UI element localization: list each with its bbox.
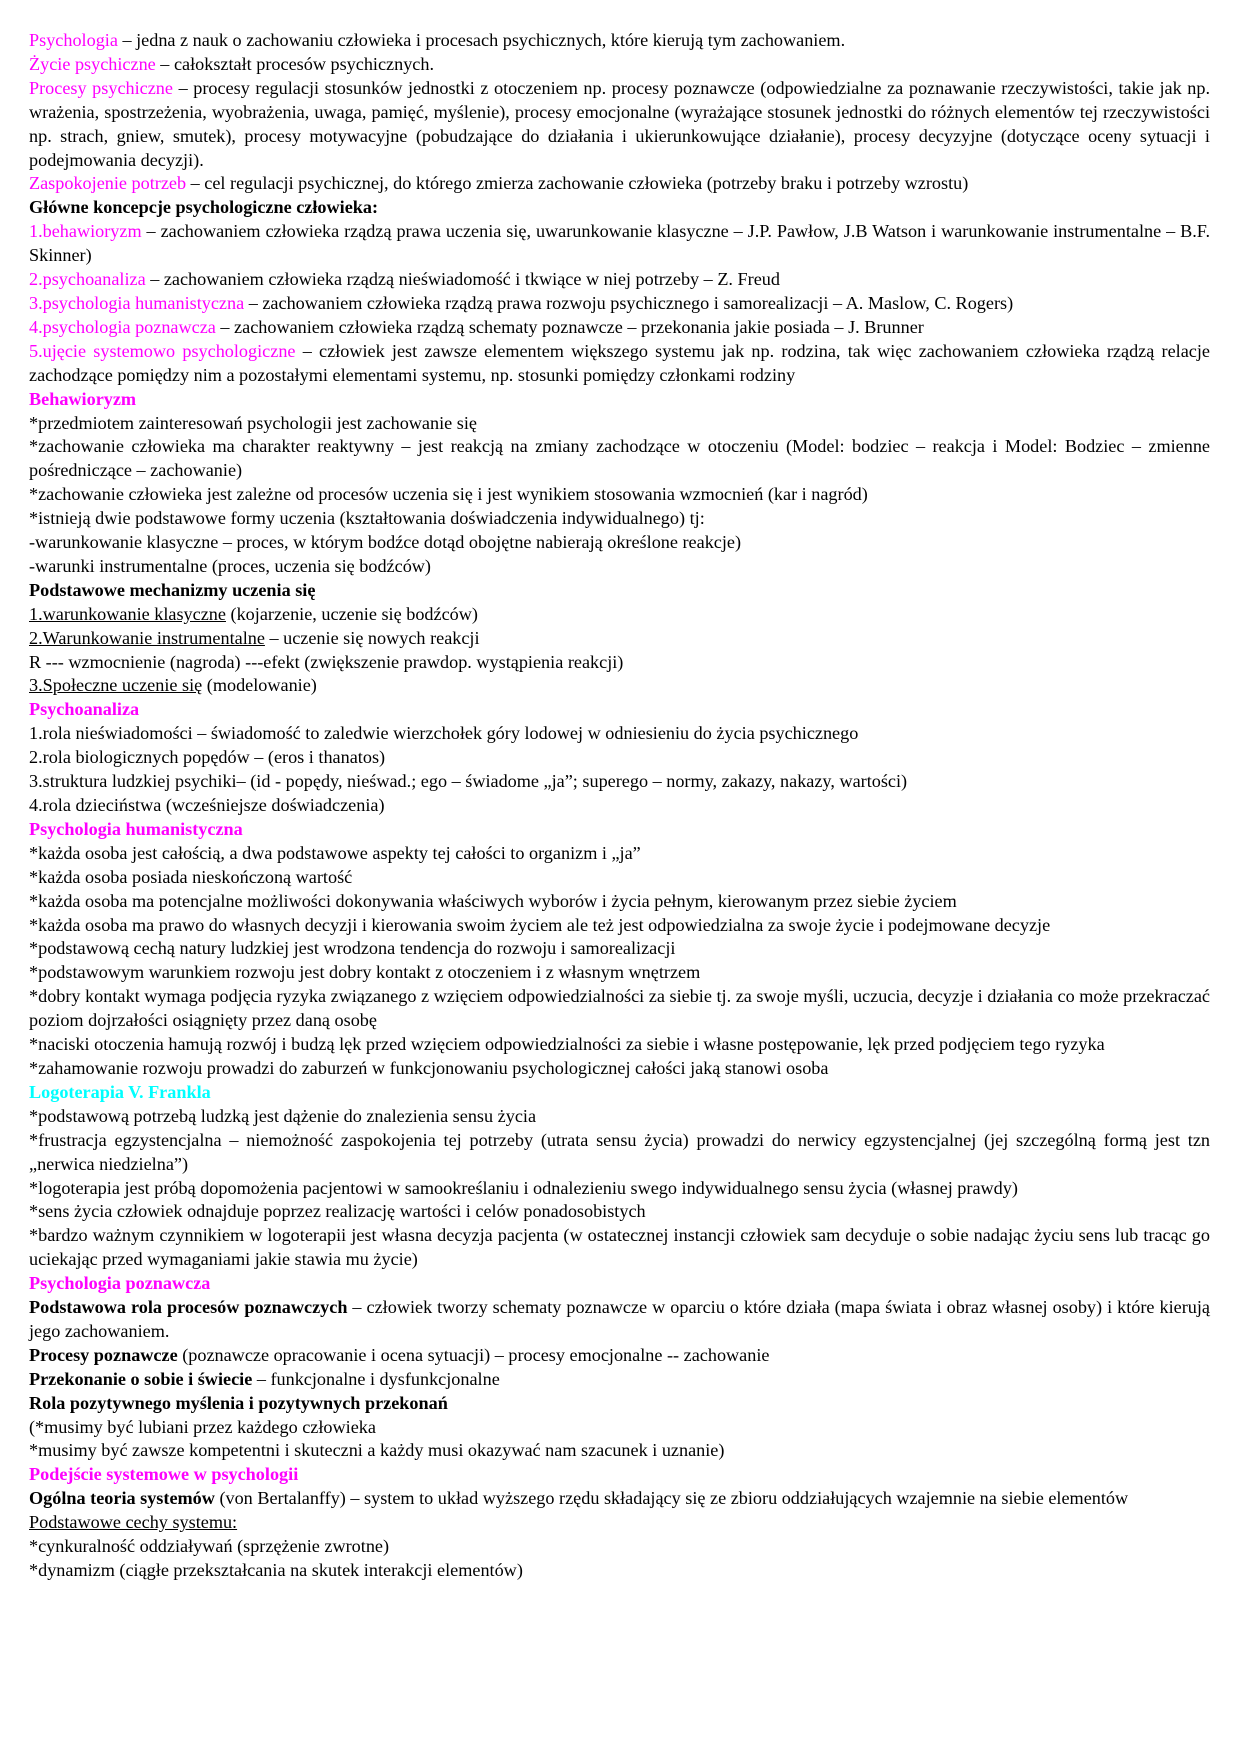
bullet-item: *dobry kontakt wymaga podjęcia ryzyka związanego z wzięciem odpowiedzialności za siebie tj. za swoje myśli, uczucia, decyzje i działania co może przekraczać poziom dojrzałości osiągnięty przez daną osobę [29, 986, 1210, 1031]
cognitive-item [29, 1368, 1210, 1392]
bullet-item: *każda osoba jest całością, a dwa podstawowe aspekty tej całości to organizm i „ja” [29, 842, 641, 863]
bullet-item: *frustracja egzystencjalna – niemożność zaspokojenia tej potrzeby (utrata sensu życia) prowadzi do nerwicy egzystencjalnej (jej szczególną formą jest tzn „nerwica niedzielna”) [29, 1129, 1210, 1174]
bullet-item: -warunki instrumentalne (proces, uczenia się bodźców) [29, 555, 431, 576]
section-heading-logoterapia: Logoterapia V. Frankla [29, 1081, 211, 1102]
concept-text: – zachowaniem człowieka rządzą prawa rozwoju psychicznego i samorealizacji – A. Maslow, C. Rogers) [244, 292, 1014, 313]
term: 4.psychologia poznawcza [29, 316, 216, 337]
underlined-term: 3.Społeczne uczenie się [29, 675, 203, 696]
bullet-item: *sens życia człowiek odnajduje poprzez realizację wartości i celów ponadosobistych [29, 1201, 646, 1222]
systems-text: (von Bertalanffy) – system to układ wyższego rzędu składający się ze zbioru oddziałujących wzajemnie na siebie elementów [214, 1488, 1129, 1509]
concept-item [29, 340, 1210, 388]
bullet-item: *zachowanie człowieka ma charakter reaktywny – jest reakcją na zmiany zachodzące w otoczeniu (Model: bodziec – reakcja i Model: Bodziec – zmienne pośredniczące – zachowanie) [29, 436, 1210, 481]
definition-text: – procesy regulacji stosunków jednostki z otoczeniem np. procesy poznawcze (odpowiedzialne za poznawanie rzeczywistości, takie jak np. wrażenia, spostrzeżenia, wyobrażenia, uwaga, pamięć, myślenie), procesy emocjonalne (wyrażające stosunek jednostki do różnych elementów tej rzeczywistości np. strach, gniew, smutek), procesy motywacyjne (pobudzające do działania i ukierunkowujące działanie), procesy decyzyjne (dotyczące oceny sytuacji i podejmowania decyzji). [29, 77, 1210, 170]
mechanism-text: (kojarzenie, uczenie się bodźców) [225, 603, 478, 624]
term: 5.ujęcie systemowo psychologiczne [29, 340, 296, 361]
concepts-heading: Główne koncepcje psychologiczne człowieka: [29, 197, 379, 218]
numbered-item: 1.rola nieświadomości – świadomość to zaledwie wierzchołek góry lodowej w odniesieniu do życia psychicznego [29, 723, 859, 744]
term: Psychologia [29, 30, 118, 50]
bullet-item: *naciski otoczenia hamują rozwój i budzą lęk przed wzięciem odpowiedzialności za siebie i własne postępowanie, lęk przed podjęciem tego ryzyka [29, 1034, 1105, 1055]
concept-text: – zachowaniem człowieka rządzą schematy poznawcze – przekonania jakie posiada – J. Brunner [215, 316, 924, 337]
concept-text: – człowiek jest zawsze elementem większego systemu jak np. rodzina, tak więc zachowaniem człowieka rządzą relacje zachodzące pomiędzy nim a pozostałymi elementami systemu, np. stosunki pomiędzy członkami rodziny [29, 340, 1210, 385]
definition-psychologia [29, 29, 1210, 53]
cognitive-item [29, 1344, 1210, 1368]
cognitive-text: – człowiek tworzy schematy poznawcze w oparciu o które działa (mapa świata i obraz własnej osoby) i które kierują jego zachowaniem. [29, 1297, 1210, 1341]
cognitive-text: (poznawcze opracowanie i ocena sytuacji) – procesy emocjonalne -- zachowanie [177, 1344, 770, 1365]
term: Procesy psychiczne [29, 77, 173, 98]
definition-text: – cel regulacji psychicznej, do którego zmierza zachowanie człowieka (potrzeby braku i potrzeby wzrostu) [186, 173, 969, 194]
bullet-item: *przedmiotem zainteresowań psychologii jest zachowanie się [29, 412, 477, 433]
section-heading-humanistyczna: Psychologia humanistyczna [29, 818, 243, 839]
bullet-item: *każda osoba ma potencjalne możliwości dokonywania właściwych wyborów i życia pełnym, kierowanym przez siebie życiem [29, 890, 957, 911]
concept-item [29, 268, 1210, 292]
bullet-item: *podstawową cechą natury ludzkiej jest wrodzona tendencja do rozwoju i samorealizacji [29, 938, 676, 959]
concept-text: – zachowaniem człowieka rządzą nieświadomość i tkwiące w niej potrzeby – Z. Freud [145, 269, 780, 290]
bullet-item: *logoterapia jest próbą dopomożenia pacjentowi w samookreślaniu i odnalezieniu swego indywidualnego sensu życia (własnej prawdy) [29, 1177, 1018, 1198]
bullet-item: (*musimy być lubiani przez każdego człowieka [29, 1416, 376, 1437]
definition-procesy-psychiczne [29, 77, 1210, 173]
concept-text: – zachowaniem człowieka rządzą prawa uczenia się, uwarunkowanie klasyczne – J.P. Pawłow, J.B Watson i warunkowanie instrumentalne – B.F. Skinner) [29, 221, 1210, 266]
term: 1.behawioryzm [29, 221, 142, 242]
cognitive-item [29, 1296, 1210, 1344]
definition-zaspokojenie-potrzeb [29, 172, 1210, 196]
mechanism-item [29, 627, 1210, 651]
term: Zaspokojenie potrzeb [29, 173, 187, 194]
concept-item [29, 316, 1210, 340]
section-heading-poznawcza: Psychologia poznawcza [29, 1273, 211, 1294]
bullet-item: -warunkowanie klasyczne – proces, w którym bodźce dotąd obojętne nabierają określone reakcje) [29, 532, 742, 553]
bullet-item: *istnieją dwie podstawowe formy uczenia (kształtowania doświadczenia indywidualnego) tj: [29, 508, 705, 529]
bullet-item: *cynkuralność oddziaływań (sprzężenie zwrotne) [29, 1536, 390, 1557]
concept-item [29, 220, 1210, 268]
mechanism-formula: R --- wzmocnienie (nagroda) ---efekt (zwiększenie prawdop. wystąpienia reakcji) [29, 651, 624, 672]
numbered-item: 4.rola dzieciństwa (wcześniejsze doświadczenia) [29, 795, 385, 815]
concept-item [29, 292, 1210, 316]
cognitive-text: – funkcjonalne i dysfunkcjonalne [252, 1368, 500, 1389]
bold-term: Ogólna teoria systemów [29, 1488, 215, 1509]
bullet-item: *podstawowym warunkiem rozwoju jest dobry kontakt z otoczeniem i z własnym wnętrzem [29, 962, 701, 983]
bullet-item: *podstawową potrzebą ludzką jest dążenie do znalezienia sensu życia [29, 1105, 537, 1126]
bullet-item: *zachowanie człowieka jest zależne od procesów uczenia się i jest wynikiem stosowania wzmocnień (kar i nagród) [29, 484, 868, 505]
definition-text: – jedna z nauk o zachowaniu człowieka i procesach psychicznych, które kierują tym zachowaniem. [117, 30, 846, 50]
mechanism-item [29, 674, 1210, 698]
bold-term: Podstawowa rola procesów poznawczych [29, 1297, 348, 1318]
systems-item [29, 1487, 1210, 1511]
section-heading-behawioryzm: Behawioryzm [29, 388, 137, 409]
underlined-term: 2.Warunkowanie instrumentalne [29, 627, 265, 648]
term: 2.psychoanaliza [29, 269, 146, 290]
bullet-item: *zahamowanie rozwoju prowadzi do zaburzeń w funkcjonowaniu psychologicznej całości jaką stanowi osoba [29, 1057, 829, 1078]
mechanism-text: – uczenie się nowych reakcji [264, 627, 480, 648]
bullet-item: *dynamizm (ciągłe przekształcania na skutek interakcji elementów) [29, 1560, 523, 1580]
definition-zycie-psychiczne [29, 53, 1210, 77]
bullet-item: *bardzo ważnym czynnikiem w logoterapii jest własna decyzja pacjenta (w ostatecznej instancji człowiek sam decyduje o sobie nadając życiu sens lub tracąc go uciekając przed wymaganiami jakie stawia mu życie) [29, 1225, 1210, 1270]
mechanism-text: (modelowanie) [202, 675, 317, 696]
numbered-item: 3.struktura ludzkiej psychiki– (id - popędy, nieśwad.; ego – świadome „ja”; superego – normy, zakazy, nakazy, wartości) [29, 771, 908, 792]
systems-subheading: Podstawowe cechy systemu: [29, 1512, 238, 1533]
cognitive-subheading: Rola pozytywnego myślenia i pozytywnych przekonań [29, 1392, 448, 1413]
term: Życie psychiczne [29, 53, 156, 74]
mechanism-item [29, 603, 1210, 627]
bullet-item: *każda osoba ma prawo do własnych decyzji i kierowania swoim życiem ale też jest odpowiedzialna za swoje życie i podejmowane decyzje [29, 914, 1051, 935]
bold-term: Przekonanie o sobie i świecie [29, 1368, 253, 1389]
bullet-item: *każda osoba posiada nieskończoną wartość [29, 866, 353, 887]
bold-term: Procesy poznawcze [29, 1344, 178, 1365]
definition-text: – całokształt procesów psychicznych. [155, 53, 435, 74]
section-heading-systemowe: Podejście systemowe w psychologii [29, 1464, 299, 1485]
document-page [29, 29, 1210, 1583]
section-heading-psychoanaliza: Psychoanaliza [29, 699, 140, 720]
numbered-item: 2.rola biologicznych popędów – (eros i thanatos) [29, 747, 386, 768]
term: 3.psychologia humanistyczna [29, 292, 245, 313]
subheading-mechanisms: Podstawowe mechanizmy uczenia się [29, 579, 316, 600]
underlined-term: 1.warunkowanie klasyczne [29, 603, 226, 624]
bullet-item: *musimy być zawsze kompetentni i skuteczni a każdy musi okazywać nam szacunek i uznanie) [29, 1440, 725, 1461]
